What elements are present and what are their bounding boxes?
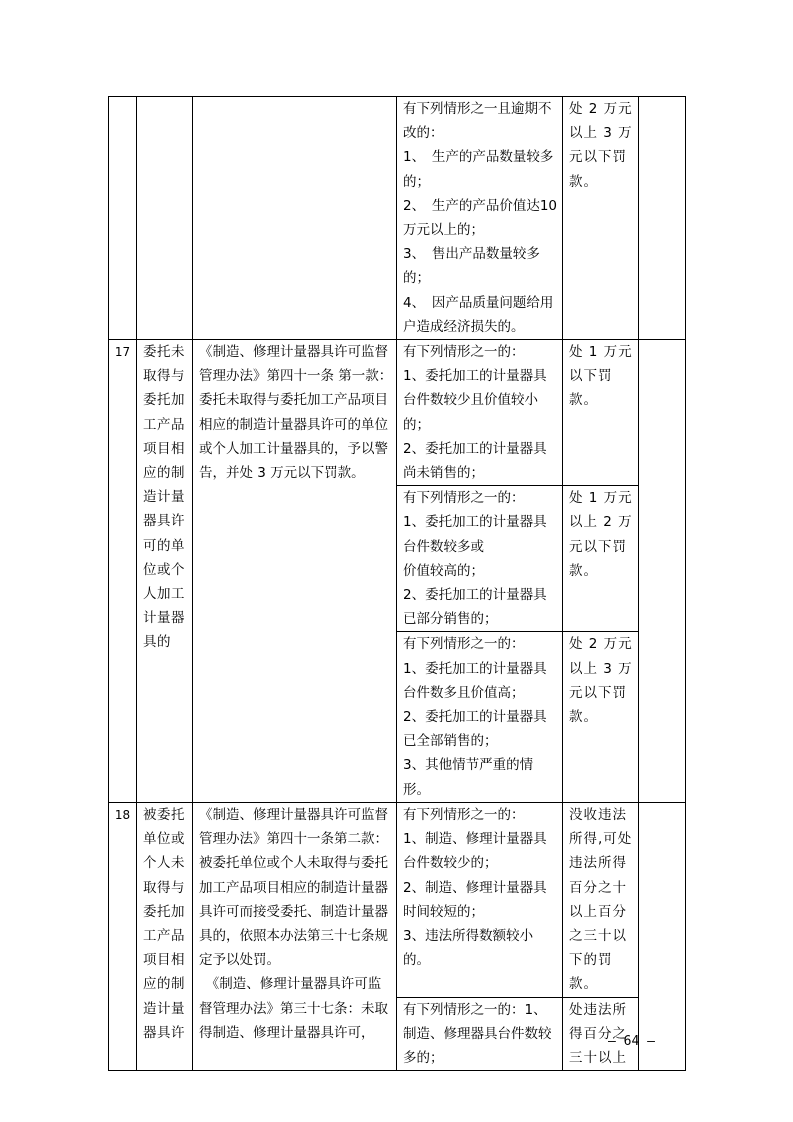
table-row-continued	[109, 97, 686, 340]
conditions-cell: 有下列情形之一且逾期不改的： 1、 生产的产品数量较多的； 2、 生产的产品价值达10万元以上的； 3、 售出产品数量较多的； 4、 因产品质量问题给用户造成经济损失的。	[397, 97, 563, 340]
violation-cell	[137, 97, 193, 340]
penalty-cell: 处 2 万元以上 3 万元以下罚款。	[563, 632, 639, 802]
table-row-17	[109, 340, 686, 486]
legal-basis-cell: 《制造、修理计量器具许可监督管理办法》第四十一条第二款：被委托单位或个人未取得与委托加工产品项目相应的制造计量器具许可而接受委托、制造计量器具的，依照本办法第三十七条规定予以处罚。 《制造、修理计量器具许可监督管理办法》第三十七条：未取得制造、修理计量器具许可，	[193, 802, 397, 1070]
penalty-standards-table	[108, 96, 686, 1071]
penalty-cell: 处违法所得百分之三十以上	[563, 997, 639, 1071]
conditions-cell: 有下列情形之一的：1、制造、修理器具台件数较多的；	[397, 997, 563, 1071]
remark-cell	[639, 97, 686, 340]
legal-basis-cell	[193, 97, 397, 340]
row-number-cell: 18	[109, 802, 137, 1070]
conditions-cell: 有下列情形之一的： 1、委托加工的计量器具台件数较少且价值较小的； 2、委托加工的计量器具尚未销售的；	[397, 340, 563, 486]
conditions-cell: 有下列情形之一的： 1、制造、修理计量器具台件数较少的； 2、制造、修理计量器具时间较短的； 3、违法所得数额较小的。	[397, 802, 563, 997]
legal-basis-cell: 《制造、修理计量器具许可监督管理办法》第四十一条 第一款：委托未取得与委托加工产品项目相应的制造计量器具许可的单位或个人加工计量器具的，予以警告，并处 3 万元以下罚款。	[193, 340, 397, 803]
penalty-cell: 处 1 万元以下罚款。	[563, 340, 639, 486]
violation-cell: 被委托单位或个人未取得与委托加工产品项目相应的制造计量器具许	[137, 802, 193, 1070]
row-number-cell	[109, 97, 137, 340]
remark-cell	[639, 802, 686, 1070]
row-number-cell: 17	[109, 340, 137, 803]
penalty-cell: 处 2 万元以上 3 万元以下罚款。	[563, 97, 639, 340]
violation-cell: 委托未取得与委托加工产品项目相应的制造计量器具许可的单位或个人加工计量器具的	[137, 340, 193, 803]
page-number: — 64 —	[608, 1034, 655, 1049]
conditions-cell: 有下列情形之一的： 1、委托加工的计量器具台件数多且价值高； 2、委托加工的计量器具已全部销售的； 3、其他情节严重的情形。	[397, 632, 563, 802]
penalty-cell: 处 1 万元以上 2 万元以下罚款。	[563, 486, 639, 632]
remark-cell	[639, 340, 686, 803]
penalty-cell: 没收违法所得,可处违法所得百分之十以上百分之三十以下的罚款。	[563, 802, 639, 997]
table-row-18	[109, 802, 686, 997]
conditions-cell: 有下列情形之一的： 1、委托加工的计量器具台件数较多或 价值较高的； 2、委托加工的计量器具已部分销售的；	[397, 486, 563, 632]
